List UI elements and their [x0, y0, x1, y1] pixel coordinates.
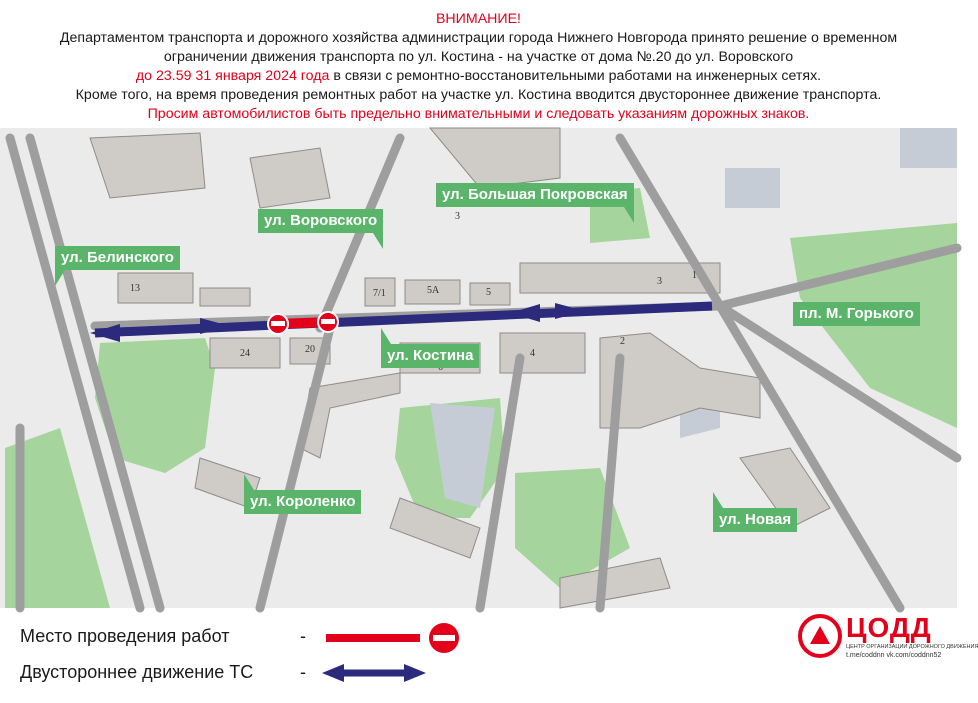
house-number: 2 — [620, 336, 625, 347]
house-number: 4 — [530, 348, 535, 359]
legend-two-way-symbol — [320, 658, 430, 688]
legend-dash: - — [300, 662, 306, 682]
street-label-vorovskogo — [258, 209, 383, 233]
arrow-right-icon — [404, 664, 426, 682]
street-label-korolenko — [244, 490, 361, 514]
codd-emblem-icon — [798, 614, 842, 658]
house-number: 3 — [455, 211, 460, 222]
house-number: 3 — [657, 276, 662, 287]
building — [90, 133, 205, 198]
no-entry-bar — [321, 319, 335, 324]
legend-dash: - — [300, 626, 306, 646]
lot — [725, 168, 780, 208]
street-label-text: пл. М. Горького — [799, 305, 914, 322]
street-label-text: ул. Короленко — [250, 493, 356, 510]
building — [200, 288, 250, 306]
house-number: 1 — [692, 270, 697, 281]
legend-two-way-label: Двустороннее движение ТС — [20, 662, 254, 682]
house-number: 5 — [486, 287, 491, 298]
label-pointer — [713, 492, 723, 508]
street-label-kostina — [381, 344, 479, 368]
house-number: 13 — [130, 283, 140, 294]
building — [520, 263, 720, 293]
notice-line: Департаментом транспорта и дорожного хозяйства администрации города Нижнего Новгорода принято решение о временном — [59, 30, 898, 46]
street-label-belinskogo — [55, 246, 180, 270]
notice-header — [0, 10, 957, 124]
notice-line: Кроме того, на время проведения ремонтных работ на участке ул. Костина вводится двустороннее движение транспорта. — [75, 87, 882, 103]
street-label-text: ул. Новая — [719, 511, 792, 528]
street-label-text: ул. Белинского — [61, 249, 174, 266]
building — [250, 148, 330, 208]
label-pointer — [244, 474, 254, 490]
legend-works-label: Место проведения работ — [20, 626, 230, 646]
street-label-text: ул. Костина — [387, 347, 474, 364]
label-pointer — [55, 270, 65, 286]
label-pointer — [381, 328, 391, 344]
notice-warning: Просим автомобилистов быть предельно внимательными и следовать указаниям дорожных знаков. — [147, 106, 810, 122]
label-pointer — [624, 207, 634, 223]
notice-date: до 23.59 31 января 2024 года — [135, 68, 330, 84]
lot — [900, 128, 957, 168]
house-number: 24 — [240, 348, 250, 359]
building — [500, 333, 585, 373]
notice-title: ВНИМАНИЕ! — [435, 11, 522, 27]
house-number: 7/1 — [373, 288, 386, 299]
street-label-text: ул. Большая Покровская — [442, 186, 628, 203]
legend-works-symbol — [320, 620, 470, 656]
street-label-text: ул. Воровского — [264, 212, 378, 229]
street-map — [0, 128, 957, 608]
street-label-novaya — [713, 508, 797, 532]
no-entry-bar — [271, 321, 285, 326]
emblem-shape — [810, 626, 830, 644]
logo-subtitle: ЦЕНТР ОРГАНИЗАЦИИ ДОРОЖНОГО ДВИЖЕНИЯ — [846, 644, 978, 650]
codd-logo — [798, 612, 978, 672]
logo-links: t.me/coddnn vk.com/coddnn52 — [846, 652, 942, 659]
label-pointer — [373, 233, 383, 249]
no-entry-icon-bar — [433, 635, 455, 641]
logo-name: ЦОДД — [846, 612, 932, 643]
house-number: 20 — [305, 344, 315, 355]
notice-line — [0, 67, 957, 86]
street-label-bolshaya-pokrovskaya — [436, 183, 634, 207]
street-label-gorkogo — [793, 302, 920, 326]
arrow-left-icon — [322, 664, 344, 682]
house-number: 5А — [427, 285, 440, 296]
notice-reason: в связи с ремонтно-восстановительными работами на инженерных сетях. — [329, 68, 822, 84]
notice-line: ограничении движения транспорта по ул. Костина - на участке от дома №.20 до ул. Воровского — [163, 49, 794, 65]
map-legend — [20, 620, 450, 700]
